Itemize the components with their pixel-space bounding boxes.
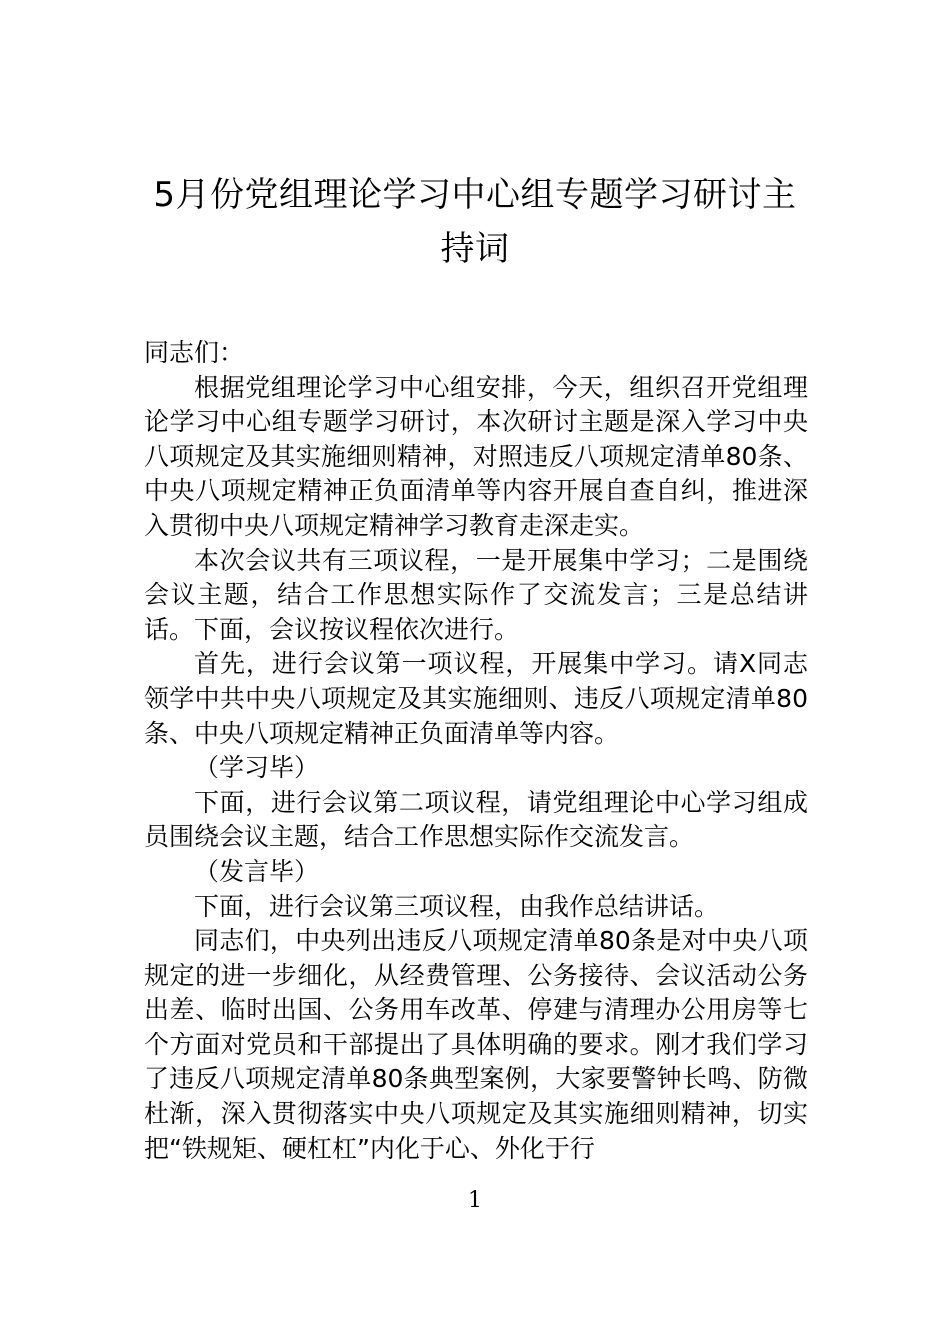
paragraph: 首先，进行会议第一项议程，开展集中学习。请X同志领学中共中央八项规定及其实施细则、违反八项规定清单80条、中央八项规定精神正负面清单等内容。 — [144, 649, 808, 748]
document-title: 5月份党组理论学习中心组专题学习研讨主持词 — [153, 175, 797, 269]
paragraph: 本次会议共有三项议程，一是开展集中学习；二是围绕会议主题，结合工作思想实际作了交流发言；三是总结讲话。下面，会议按议程依次进行。 — [144, 545, 808, 644]
page-number: 1 — [468, 1188, 482, 1213]
document-body — [144, 336, 808, 1166]
paragraph-note: （学习毕） — [194, 753, 320, 783]
paragraph-note: （发言毕） — [194, 856, 320, 886]
salutation: 同志们： — [144, 338, 245, 367]
paragraph: 根据党组理论学习中心组安排，今天，组织召开党组理论学习中心组专题学习研讨，本次研讨主题是深入学习中央八项规定及其实施细则精神，对照违反八项规定清单80条、中央八项规定精神正负面清单等内容开展自查自纠，推进深入贯彻中央八项规定精神学习教育走深走实。 — [144, 372, 808, 540]
paragraph: 下面，进行会议第三项议程，由我作总结讲话。 — [194, 891, 720, 921]
paragraph: 下面，进行会议第二项议程，请党组理论中心学习组成员围绕会议主题，结合工作思想实际作交流发言。 — [144, 787, 808, 852]
paragraph: 同志们，中央列出违反八项规定清单80条是对中央八项规定的进一步细化，从经费管理、公务接待、会议活动公务出差、临时出国、公务用车改革、停建与清理办公用房等七个方面对党员和干部提出了具体明确的要求。刚才我们学习了违反八项规定清单80条典型案例，大家要警钟长鸣、防微杜渐，深入贯彻落实中央八项规定及其实施细则精神，切实把“铁规矩、硬杠杠”内化于心、外化于行 — [144, 926, 808, 1163]
